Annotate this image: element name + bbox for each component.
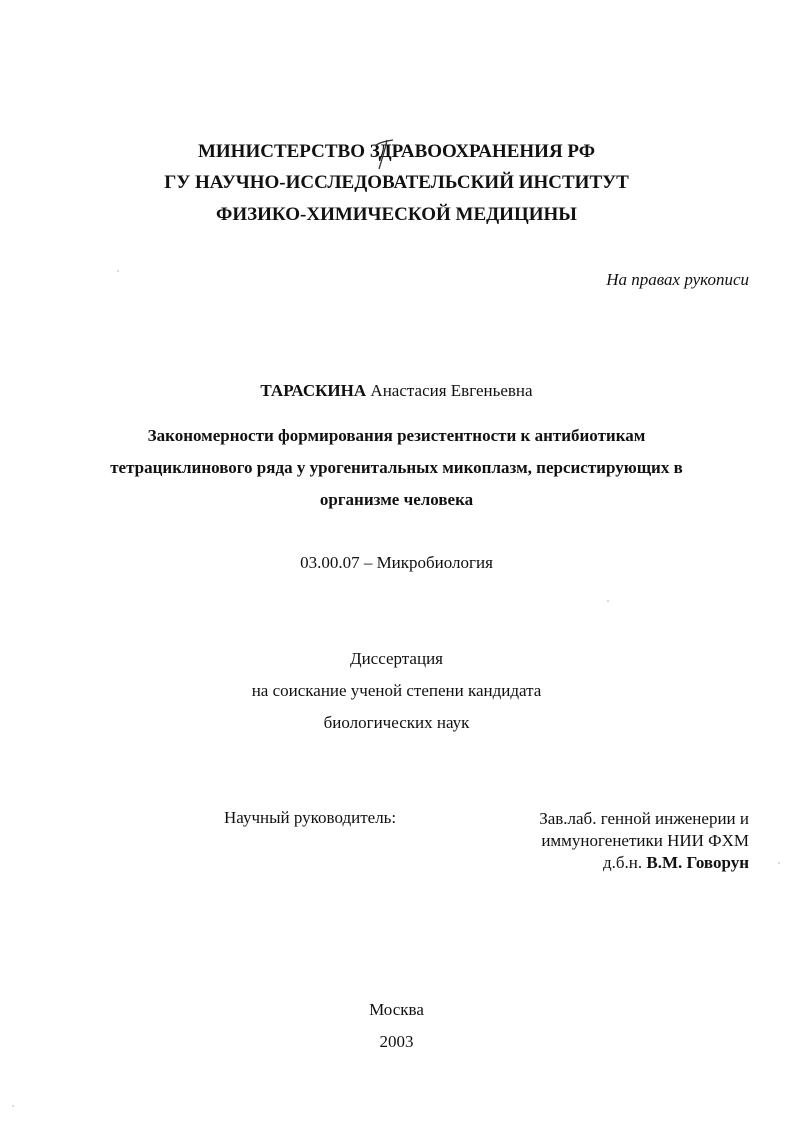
author-given-names: Анастасия Евгеньевна	[370, 381, 533, 400]
degree-field: биологических наук	[323, 713, 470, 732]
degree-purpose: на соискание ученой степени кандидата	[251, 681, 542, 700]
institute-name: ГУ НАУЧНО-ИССЛЕДОВАТЕЛЬСКИЙ ИНСТИТУТ	[164, 172, 629, 193]
supervisor-degree: д.б.н.	[602, 853, 643, 872]
supervisor-label: Научный руководитель:	[224, 808, 397, 827]
institute-name-continued: ФИЗИКО-ХИМИЧЕСКОЙ МЕДИЦИНЫ	[216, 204, 577, 225]
scan-speck	[12, 1105, 14, 1107]
document-type: Диссертация	[349, 649, 443, 668]
supervisor-position: Зав.лаб. генной инженерии и	[539, 809, 749, 828]
author-surname: ТАРАСКИНА	[260, 381, 367, 400]
specialty-code: 03.00.07 – Микробиология	[300, 553, 493, 572]
city: Москва	[369, 1000, 424, 1019]
dissertation-title-line-1: Закономерности формирования резистентности к антибиотикам	[147, 426, 646, 445]
rights-note: На правах рукописи	[606, 270, 749, 289]
scan-speck	[778, 862, 780, 864]
supervisor-name: В.М. Говорун	[646, 853, 749, 872]
year: 2003	[379, 1032, 414, 1051]
author-name	[0, 381, 793, 401]
dissertation-title-line-3: организме человека	[319, 490, 474, 509]
supervisor-name-line	[539, 852, 749, 874]
handwritten-correction-mark	[372, 137, 396, 171]
ministry-name: МИНИСТЕРСТВО ЗДРАВООХРАНЕНИЯ РФ	[197, 141, 596, 162]
scan-speck	[607, 600, 609, 602]
dissertation-title-line-2: тетрациклинового ряда у урогенитальных микоплазм, персистирующих в	[110, 458, 683, 477]
supervisor-info	[539, 808, 749, 874]
scan-speck	[117, 270, 119, 272]
supervisor-institution: иммуногенетики НИИ ФХМ	[541, 831, 749, 850]
